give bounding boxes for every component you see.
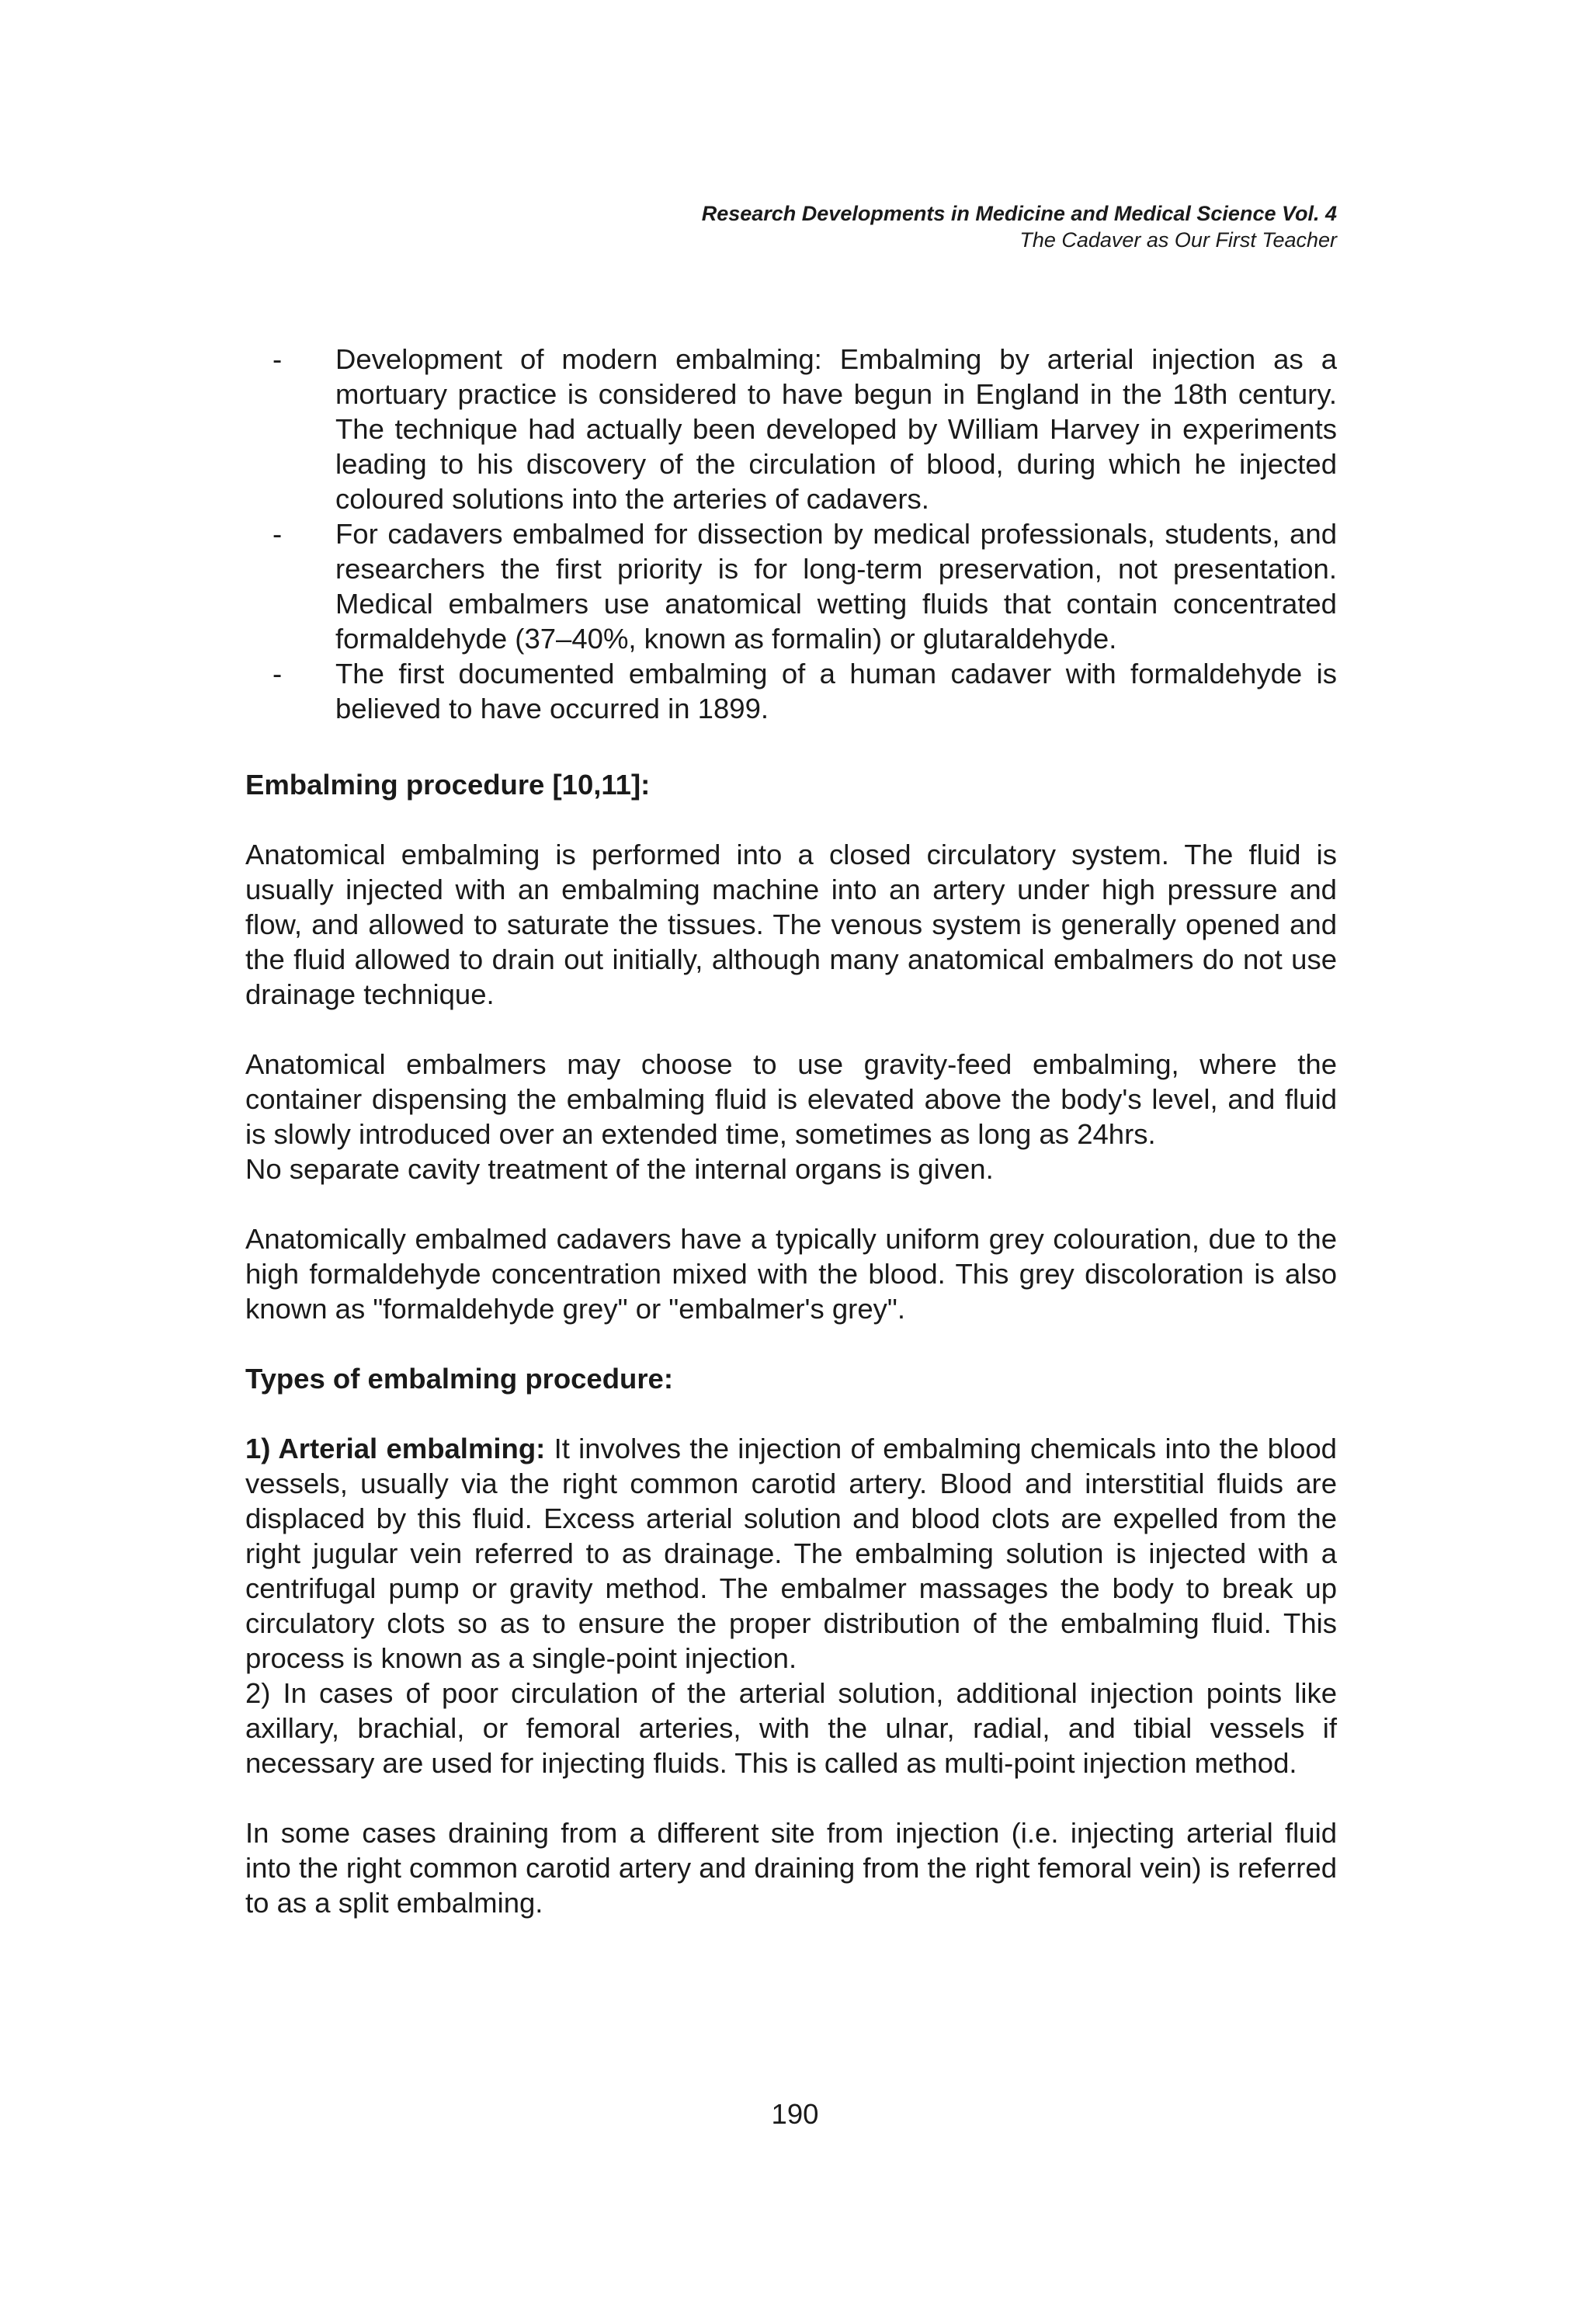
chapter-title: The Cadaver as Our First Teacher: [1019, 228, 1337, 252]
bullet-dash: -: [273, 518, 283, 550]
section-heading-embalming-procedure: Embalming procedure [10,11]:: [245, 769, 651, 801]
bullet-item: [245, 342, 1337, 516]
paragraph-closed-circulatory: Anatomical embalming is performed into a closed circulatory system. The fluid is usually injected with an embalming machine into an artery under high pressure and flow, and allowed to saturate the tissues. The venous system is generally opened and the fluid allowed to drain out initially, although many anatomical embalmers do not use drainage technique.: [245, 839, 1337, 1010]
bullet-list: [245, 342, 1337, 726]
bullet-text: For cadavers embalmed for dissection by medical professionals, students, and researchers the first priority is for long-term preservation, not presentation. Medical embalmers use anatomical wetting fluids that contain concentrated formaldehyde (37–40%, known as formalin) or glutaraldehyde.: [335, 518, 1337, 655]
bullet-item: [245, 656, 1337, 726]
page-number: 190: [771, 2098, 819, 2130]
paragraph-arterial-embalming: [245, 1431, 1337, 1676]
section-heading-types: Types of embalming procedure:: [245, 1363, 673, 1395]
bullet-dash: -: [273, 658, 283, 690]
arterial-embalming-text: It involves the injection of embalming chemicals into the blood vessels, usually via the right common carotid artery. Blood and interstitial fluids are displaced by this fluid. Excess arterial solution and blood clots are expelled from the right jugular vein referred to as drainage. The embalming solution is injected with a centrifugal pump or gravity method. The embalmer massages the body to break up circulatory clots so as to ensure the proper distribution of the embalming fluid. This process is known as a single-point injection.: [245, 1433, 1337, 1674]
paragraph-split-embalming: In some cases draining from a different site from injection (i.e. injecting arterial fluid into the right common carotid artery and draining from the right femoral vein) is referred to as a split embalming.: [245, 1817, 1337, 1919]
running-header: [702, 200, 1337, 253]
paragraph-multi-point: 2) In cases of poor circulation of the arterial solution, additional injection points like axillary, brachial, or femoral arteries, with the ulnar, radial, and tibial vessels if necessary are used for injecting fluids. This is called as multi-point injection method.: [245, 1677, 1337, 1779]
bullet-text: The first documented embalming of a human cadaver with formaldehyde is believed to have occurred in 1899.: [335, 658, 1337, 724]
paragraph-grey-colouration: Anatomically embalmed cadavers have a typically uniform grey colouration, due to the high formaldehyde concentration mixed with the blood. This grey discoloration is also known as "formaldehyde grey" or "embalmer's grey".: [245, 1223, 1337, 1325]
journal-title: Research Developments in Medicine and Medical Science Vol. 4: [701, 202, 1337, 225]
bullet-item: [245, 516, 1337, 656]
paragraph-cavity-treatment: No separate cavity treatment of the internal organs is given.: [245, 1153, 994, 1185]
main-content: [245, 342, 1337, 1920]
paragraph-gravity-feed: Anatomical embalmers may choose to use gravity-feed embalming, where the container dispensing the embalming fluid is elevated above the body's level, and fluid is slowly introduced over an extended time, sometimes as long as 24hrs.: [245, 1048, 1337, 1150]
bullet-text: Development of modern embalming: Embalming by arterial injection as a mortuary practice is considered to have begun in England in the 18th century. The technique had actually been developed by William Harvey in experiments leading to his discovery of the circulation of blood, during which he injected coloured solutions into the arteries of cadavers.: [335, 343, 1337, 515]
bullet-dash: -: [273, 343, 283, 375]
arterial-embalming-lead: 1) Arterial embalming:: [245, 1433, 546, 1464]
